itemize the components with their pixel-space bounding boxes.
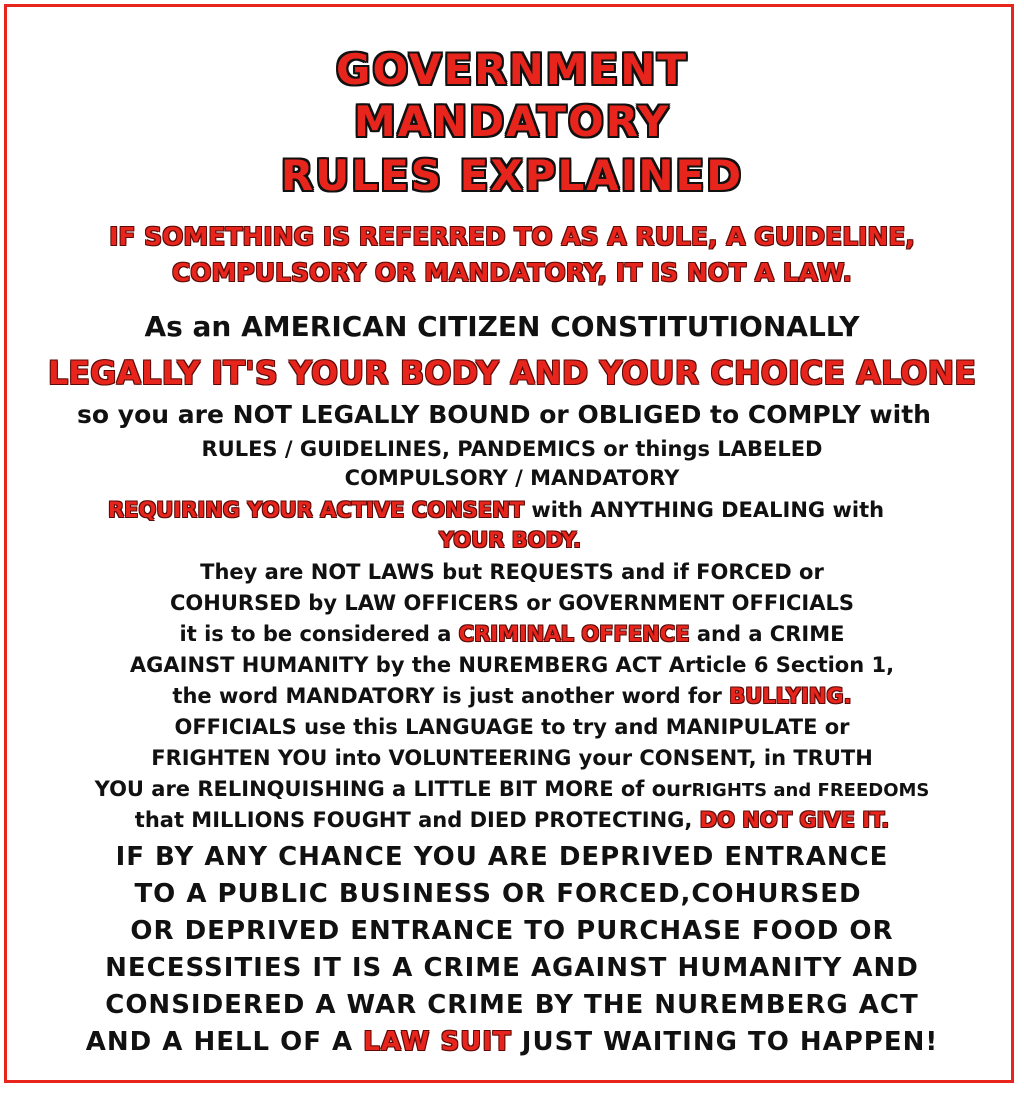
bound-text-5: to: [701, 400, 748, 429]
para-8-text-a: YOU are RELINQUISHING a LITTLE BIT MORE of our: [94, 777, 692, 801]
bound-line: [0, 400, 1016, 429]
bound-text-2: NOT LEGALLY BOUND: [232, 400, 531, 429]
para-5-text-a: the word MANDATORY is just another word for: [172, 684, 730, 708]
closing-line-6: [0, 1027, 1024, 1057]
bound-text-6: COMPLY: [747, 400, 861, 429]
bound-text-4: OBLIGED: [577, 400, 702, 429]
closing-line-2: TO A PUBLIC BUSINESS OR FORCED,COHURSED: [134, 879, 862, 909]
bullying-word: BULLYING.: [729, 684, 852, 708]
para-line-9: [0, 808, 1024, 832]
compulsory-line: COMPULSORY / MANDATORY: [344, 466, 680, 490]
title-line-2: MANDATORY: [353, 97, 671, 146]
consent-red: REQUIRING YOUR ACTIVE CONSENT: [107, 498, 525, 522]
criminal-offence: CRIMINAL OFFENCE: [458, 622, 690, 646]
para-line-4: AGAINST HUMANITY by the NUREMBERG ACT Article 6 Section 1,: [129, 653, 895, 677]
intro-line-1: IF SOMETHING IS REFERRED TO AS A RULE, A GUIDELINE,: [109, 222, 915, 251]
citizen-line: As an AMERICAN CITIZEN CONSTITUTIONALLY: [144, 310, 860, 343]
closing-6-text-a: AND A HELL OF A: [85, 1027, 364, 1057]
title-line-1: GOVERNMENT: [335, 45, 689, 94]
para-line-8: [0, 777, 1024, 801]
title-line-3: RULES EXPLAINED: [280, 151, 744, 200]
closing-line-4: NECESSITIES IT IS A CRIME AGAINST HUMANITY AND: [105, 953, 919, 983]
closing-6-text-b: JUST WAITING TO HAPPEN!: [511, 1027, 939, 1057]
para-3-text-a: it is to be considered a: [179, 622, 459, 646]
do-not-give-it: DO NOT GIVE IT.: [699, 808, 890, 832]
bound-text-7: with: [860, 400, 931, 429]
para-line-1: They are NOT LAWS but REQUESTS and if FORCED or: [200, 560, 824, 584]
para-8-text-b: RIGHTS and FREEDOMS: [691, 780, 930, 801]
para-9-text-a: that MILLIONS FOUGHT and DIED PROTECTING,: [134, 808, 700, 832]
choice-line: LEGALLY IT'S YOUR BODY AND YOUR CHOICE ALONE: [47, 354, 977, 392]
your-body-line: YOUR BODY.: [438, 528, 582, 552]
consent-rest: with ANYTHING DEALING with: [524, 498, 885, 522]
law-suit: LAW SUIT: [363, 1027, 512, 1057]
closing-line-5: CONSIDERED A WAR CRIME BY THE NUREMBERG ACT: [105, 990, 919, 1020]
para-line-7: FRIGHTEN YOU into VOLUNTEERING your CONSENT, in TRUTH: [151, 746, 873, 770]
closing-line-1: IF BY ANY CHANCE YOU ARE DEPRIVED ENTRANCE: [115, 842, 889, 872]
para-3-text-b: and a CRIME: [689, 622, 845, 646]
para-line-5: [0, 684, 1024, 708]
rules-line: RULES / GUIDELINES, PANDEMICS or things LABELED: [201, 437, 823, 461]
closing-line-3: OR DEPRIVED ENTRANCE TO PURCHASE FOOD OR: [130, 916, 894, 946]
bound-text-1: so you are: [77, 400, 233, 429]
consent-line: [0, 498, 1008, 522]
bound-text-3: or: [530, 400, 578, 429]
intro-line-2: COMPULSORY OR MANDATORY, IT IS NOT A LAW.: [171, 258, 853, 287]
para-line-2: COHURSED by LAW OFFICERS or GOVERNMENT OFFICIALS: [170, 591, 854, 615]
para-line-6: OFFICIALS use this LANGUAGE to try and MANIPULATE or: [174, 715, 850, 739]
para-line-3: [0, 622, 1024, 646]
